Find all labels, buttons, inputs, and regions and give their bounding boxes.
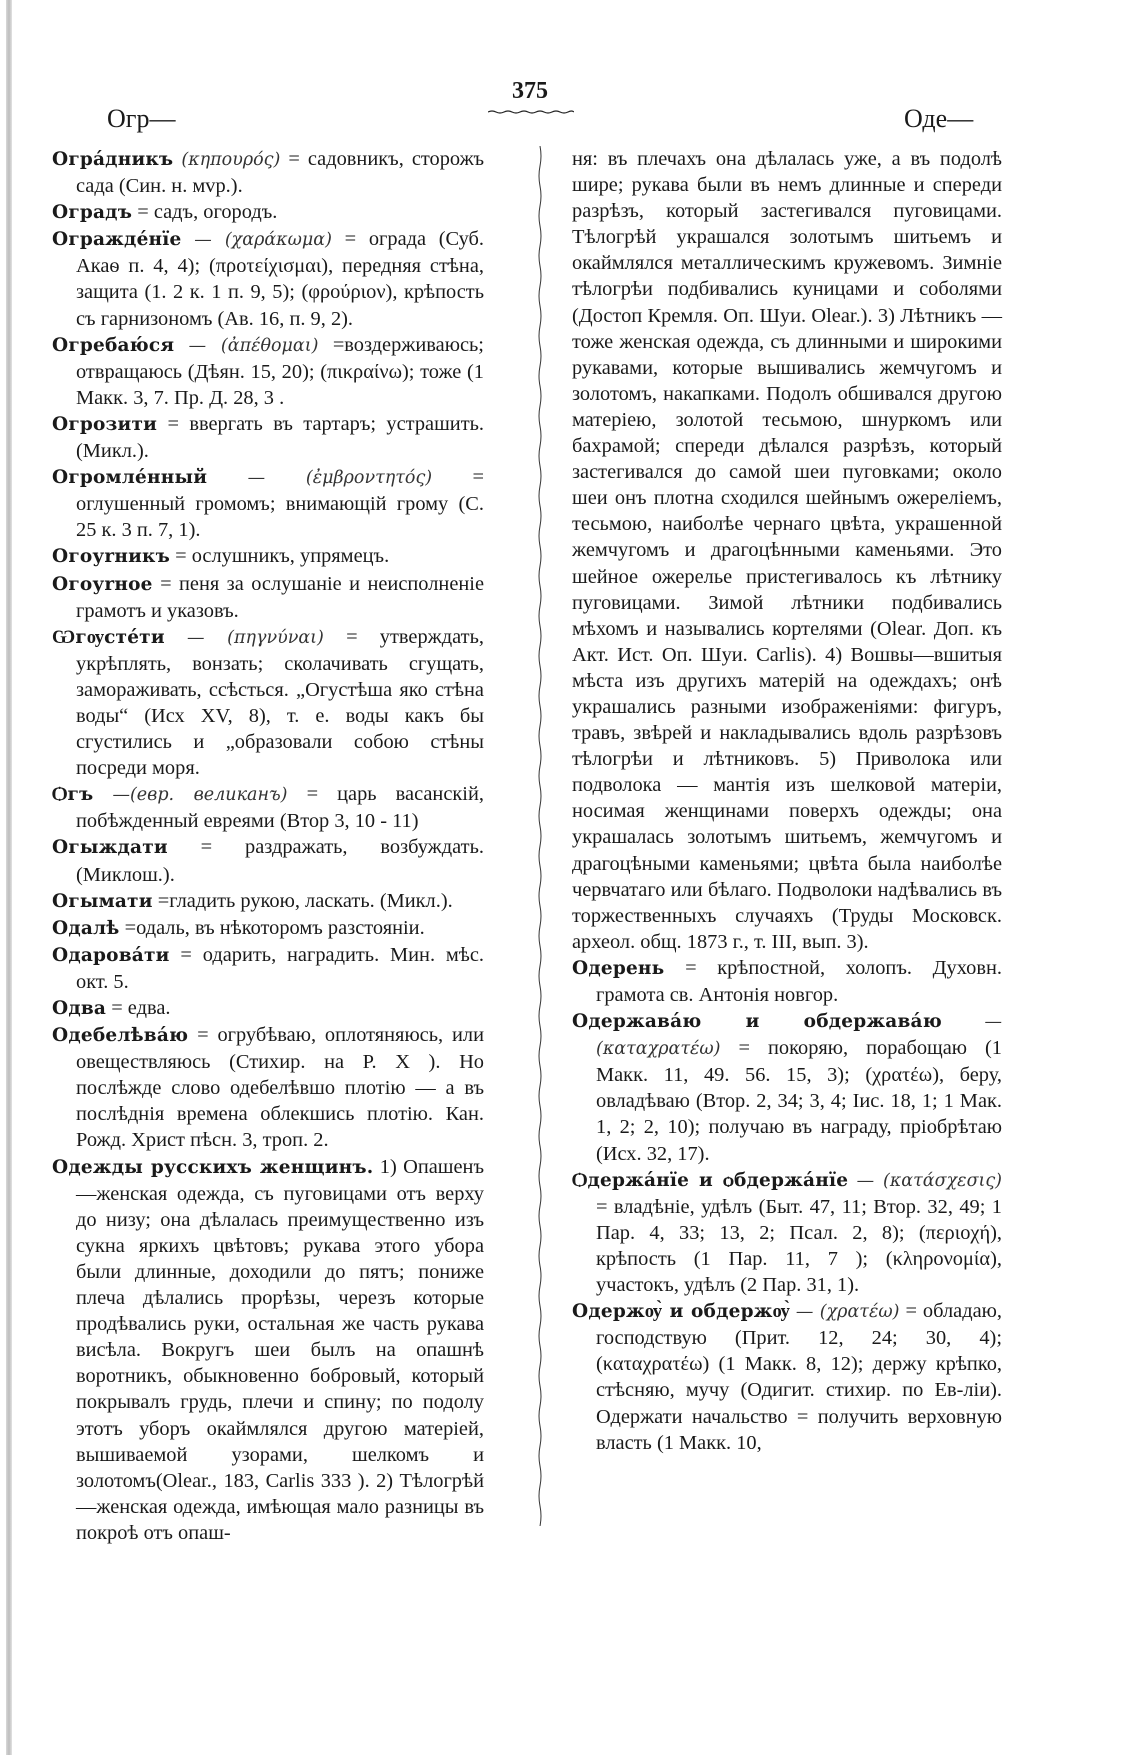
entry-definition: =одаль, въ нѣкоторомъ разстояніи. [124,916,425,939]
entry-headword: Огоуrное [52,573,153,595]
entry-headword: Одалѣ [52,917,120,939]
entry-definition: = ввергать въ тартаръ; устрашить. (Микл.). [76,412,484,463]
dictionary-entry [52,781,484,834]
dictionary-entry [52,543,484,570]
entry-headword: Ѻдержа́нїе и ѻбдержа́нїе [572,1169,849,1191]
dictionary-entry [572,1298,1002,1456]
entry-definition: = покоряю, порабощаю (1 Макк. 11, 49. 56. 15, 3); (χρατέω), беру, овладѣваю (Втор. 2, 34; 3, 4; Іис. 18, 1; 1 Мак. 1, 2; 2, 10); получаю въ награду, пріобрѣтаю (Исх. 32, 17). [596,1037,1002,1165]
dictionary-entry [52,942,484,995]
entry-headword: Огребаю́ся [52,334,175,356]
entry-definition: = огрубѣваю, оплотяняюсь, или овеществляюсь (Стихир. на Р. Х ). Но послѣжде слово одебелѣвшо плотію — а въ послѣднія времена облекшись плотію. Кан. Рожд. Христ пѣсн. 3, троп. 2. [76,1024,484,1152]
dictionary-entry [572,1008,1002,1167]
entry-headword: Огромле́нный [52,467,208,489]
entry-definition: = садъ, огородъ. [137,201,278,224]
entry-greek: (κηπουρός) [181,150,281,170]
entry-greek: — (πηγνύναι) [187,627,324,648]
dictionary-entry [52,199,484,226]
entry-definition: = крѣпостной, холопъ. Духовн. грамота св. Антонія новгор. [596,956,1002,1006]
entry-definition: = обладаю, господствую (Прит. 12, 24; 30, 4); (καταχρατέω) (1 Макк. 8, 12); держу крѣпко, стѣсняю, мучу (Одигит. стихир. по Ев-ліи). Одержати начальство = получить верховную власть (1 Макк. 10, [596,1300,1002,1454]
continuation-text: ня: въ плечахъ она дѣлалась уже, а въ подолѣ шире; рукава были въ немъ длинные и спереди разрѣзъ, который застегивался пуговицами. Тѣлогрѣй украшался золотымъ шитьемъ и окаймлялся металлическимъ кружевомъ. Зимніе тѣлогрѣи подбивались куницами и соболями (Достоп Кремля. Оп. Шуи. Olear.). 3) Лѣтникъ — тоже женская одежда, съ длинными и широкими рукавами, которые вышивались жемчугомъ и золотомъ, накапками. Подолъ обшивался другою матеріею, золотой тесьмою, шнуркомъ или бахрамой; спереди дѣлался разрѣзъ, который застегивался до самой шеи пуговками; около шеи онъ плотна сходился шейнымъ ожереліемъ, тесьмою, наиболѣе чернаго цвѣта, украшенной жемчугомъ и драгоцѣнными каменьями. Это шейное ожерелье пристегивалось къ лѣтнику пуговицами. Зимой лѣтники подбивались мѣхомъ и назывались кортелями (Olear. Доп. къ Акт. Ист. Оп. Шуи. Carlis). 4) Вошвы—вшитыя мѣста изъ другихъ матерій на одеждахъ; онѣ украшались разными изображеніями: фигуръ, травъ, звѣрей и накладывались вдоль разрѣзовъ тѣлогрѣи и лѣтниковъ. 5) Приволока или подволока — мантія изъ шелковой матеріи, носимая женщинами поверхъ одежды; она украшалась золотымъ шитьемъ, жемчугомъ и драгоцѣными каменьями; цвѣта была наиболѣе червчатаго или бѣлаго. Подволоки надѣвались въ торжественныхъ случаяхъ (Труды Московск. археол. общ. 1873 г., т. III, вып. 3). [572,148,1002,953]
page-number: 375 [512,78,548,104]
dictionary-entry [52,1154,484,1546]
entry-definition: = ослушникъ, упрямецъ. [175,545,390,568]
left-column [52,146,484,1546]
dictionary-entry [52,226,484,331]
entry-headword: Оградъ [52,202,133,224]
entry-headword: Ѻгъ [52,784,94,806]
entry-definition: = ограда (Суб. Акаѳ п. 4, 4); (προτείχισμαι), передняя стѣна, защита (1. 2 к. 1 п. 9, 5); (φρούριον), крѣпость съ гарнизономъ (Ав. 16, п. 9, 2). [76,228,484,330]
entry-headword: Одарова́ти [52,944,170,966]
dictionary-entry [52,464,484,543]
entry-headword: Одежды русскихъ женщинъ. [52,1156,374,1178]
entry-definition: =гладить рукою, ласкать. (Микл.). [157,889,453,912]
entry-headword: Одебелѣва́ю [52,1025,189,1047]
dictionary-entry [52,624,484,782]
entry-definition: =воздерживаюсь; отвращаюсь (Дѣян. 15, 20); (πικραίνω); тоже (1 Макк. 3, 7. Пр. Д. 28, 3 . [76,333,484,409]
dictionary-entry [52,888,484,915]
entry-headword: Ѡгѹсте́ти [52,626,165,648]
page-number-wavy-rule [488,110,574,114]
column-divider [535,146,545,1526]
entry-greek: — (χρατέω) [795,1302,900,1323]
entry-headword: Одержѹ̀ и обдержѹ̀ [572,1301,790,1323]
entry-definition: = одарить, наградить. Мин. мѣс. окт. 5. [76,943,484,993]
entry-headword: Огыждати [52,837,168,859]
entry-headword: Одержава́ю и обдержава́ю [572,1011,942,1033]
entry-headword: Огоуrникъ [52,546,170,568]
dictionary-entry [52,332,484,411]
entry-greek: — (ἐμβροντητός) [247,468,433,489]
entry-definition: = едва. [111,997,171,1019]
entry-definition: = садовникъ, сторожъ сада (Син. н. мvр.). [76,148,484,198]
entry-greek: —(евр. великанъ) [112,785,288,806]
entry-headword: Огра́дникъ [52,149,174,170]
dictionary-entry [52,411,484,464]
dictionary-entry [52,995,484,1022]
entry-definition: = раздражать, возбуждать. (Миклош.). [76,836,484,886]
entry-headword: Одерень [572,957,665,979]
dictionary-entry [52,571,484,624]
entry-headword: Огрозити [52,413,158,435]
page-edge-shadow [6,0,12,1755]
right-column [572,146,1002,1456]
entry-headword: Огымати [52,890,153,912]
dictionary-entry [52,915,484,942]
entry-definition: 1) Опашенъ—женская одежда, съ пуговицами отъ верху до низу; она дѣлалась преимущественно изъ сукна яркихъ цвѣтовъ; рукава этого убора были длинные, доходили до пятъ; пониже плеча дѣлались прорѣзы, черезъ которые продѣвались руки, остальная же часть рукава висѣла. Вокругъ шеи былъ на опашнѣ воротникъ, обыкновенно бобровый, который покрывалъ грудь, плечи и спину; по подолу этотъ уборъ окаймлялся другою матеріей, вышиваемой узорами, шелкомъ и золотомъ(Olear., 183, Carlis 333 ). 2) Тѣлогрѣй—женская одежда, имѣющая мало разницы въ покроѣ отъ опаш- [76,1155,484,1544]
entry-headword: Огражде́нїе [52,229,182,251]
entry-definition: = царь васанскій, побѣжденный евреями (Втор 3, 10 - 11) [76,783,484,833]
entry-greek: — (κατάσχεσις) [856,1170,1003,1191]
entry-greek: —(καταχρατέω) [596,1012,1002,1060]
entry-definition: = пеня за ослушаніе и неисполненіе грамотъ и указовъ. [76,572,484,622]
entry-headword: Одва [52,998,107,1019]
entry-definition: = утверждать, укрѣплять, вонзать; сколачивать сгущать, замораживать, ссѣсться. „Огустѣша яко стѣна воды“ (Исх XV, 8), т. е. воды какъ бы сгустились и „образовали собою стѣны посреди моря. [76,625,484,780]
running-head-right: Оде— [904,104,974,133]
dictionary-entry [52,146,484,199]
dictionary-entry [572,955,1002,1008]
entry-greek: — (χαράκωμα) [194,230,332,251]
dictionary-entry [52,834,484,887]
entry-definition: = владѣніе, удѣлъ (Быт. 47, 11; Втор. 32, 49; 1 Пар. 4, 33; 13, 2; Псал. 2, 8); (περιοχή), крѣпость (1 Пар. 11, 7 ); (κληρονομία), участокъ, удѣлъ (2 Пар. 31, 1). [596,1195,1002,1297]
entry-greek: — (ἀπέθομαι) [188,335,319,356]
entry-definition: = оглушенный громомъ; внимающій грому (С. 25 к. 3 п. 7, 1). [76,466,484,542]
dictionary-entry [52,1022,484,1153]
running-head-left: Огр— [107,104,176,133]
dictionary-entry [572,1167,1002,1298]
